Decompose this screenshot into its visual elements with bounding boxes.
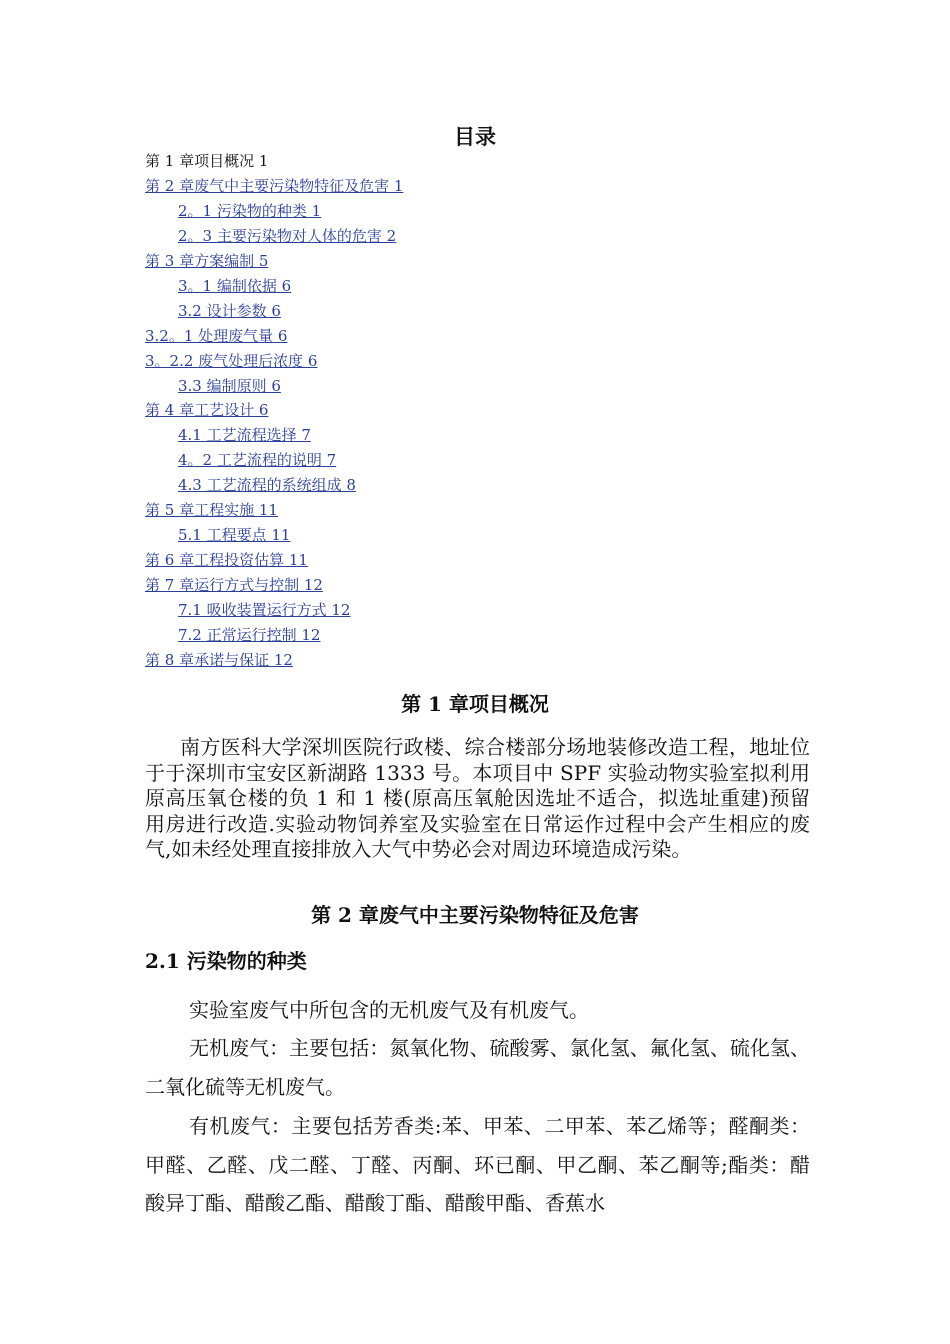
toc-link-4-2[interactable]: 4。2 工艺流程的说明 7 (178, 451, 337, 469)
toc-link-2-1[interactable]: 2。1 污染物的种类 1 (178, 202, 322, 220)
paragraph-inorganic-gas: 无机废气：主要包括：氮氧化物、硫酸雾、氯化氢、氟化氢、硫化氢、二氧化硫等无机废气。 (145, 1036, 810, 1099)
toc-link-ch4[interactable]: 第 4 章工艺设计 6 (145, 401, 269, 419)
chapter2-heading: 第 2 章废气中主要污染物特征及危害 (311, 903, 639, 927)
toc-link-7-2[interactable]: 7.2 正常运行控制 12 (178, 626, 321, 644)
toc-link-ch3[interactable]: 第 3 章方案编制 5 (145, 252, 269, 270)
toc-item-ch1: 第 1 章项目概况 1 (145, 152, 269, 170)
toc-link-3-2-2[interactable]: 3。2.2 废气处理后浓度 6 (145, 352, 318, 370)
section-2-1-heading: 2.1 污染物的种类 (145, 949, 307, 973)
toc-link-ch7[interactable]: 第 7 章运行方式与控制 12 (145, 576, 323, 594)
toc-link-2-3[interactable]: 2。3 主要污染物对人体的危害 2 (178, 227, 397, 245)
toc-link-3-2[interactable]: 3.2 设计参数 6 (178, 302, 281, 320)
toc-link-3-2-1[interactable]: 3.2。1 处理废气量 6 (145, 327, 288, 345)
toc-link-ch5[interactable]: 第 5 章工程实施 11 (145, 501, 278, 519)
toc-link-5-1[interactable]: 5.1 工程要点 11 (178, 526, 291, 544)
paragraph-organic-gas: 有机废气：主要包括芳香类:苯、甲苯、二甲苯、苯乙烯等；醛酮类：甲醛、乙醛、戊二醛、丁醛、丙酮、环已酮、甲乙酮、苯乙酮等;酯类：醋酸异丁酯、醋酸乙酯、醋酸丁酯、醋酸甲酯、香蕉水 (145, 1114, 810, 1215)
toc-link-ch2[interactable]: 第 2 章废气中主要污染物特征及危害 1 (145, 177, 404, 195)
toc-link-4-3[interactable]: 4.3 工艺流程的系统组成 8 (178, 476, 356, 494)
toc-link-4-1[interactable]: 4.1 工艺流程选择 7 (178, 426, 311, 444)
toc-link-7-1[interactable]: 7.1 吸收装置运行方式 12 (178, 601, 351, 619)
toc-link-3-1[interactable]: 3。1 编制依据 6 (178, 277, 292, 295)
toc-link-3-3[interactable]: 3.3 编制原则 6 (178, 377, 281, 395)
toc-link-ch6[interactable]: 第 6 章工程投资估算 11 (145, 551, 308, 569)
toc-title: 目录 (454, 124, 496, 149)
chapter1-paragraph: 南方医科大学深圳医院行政楼、综合楼部分场地装修改造工程，地址位于于深圳市宝安区新湖路 1333 号。本项目中 SPF 实验动物实验室拟利用原高压氧仓楼的负 1 和 1 楼(原高压氧舱因选址不适合，拟选址重建)预留用房进行改造.实验动物饲养室及实验室在日常运作过程中会产生相应的废气,如未经处理直接排放入大气中势必会对周边环境造成污染。 (145, 735, 810, 861)
paragraph-waste-gas-types: 实验室废气中所包含的无机废气及有机废气。 (189, 998, 589, 1022)
toc-link-ch8[interactable]: 第 8 章承诺与保证 12 (145, 651, 293, 669)
chapter1-heading: 第 1 章项目概况 (401, 692, 549, 716)
